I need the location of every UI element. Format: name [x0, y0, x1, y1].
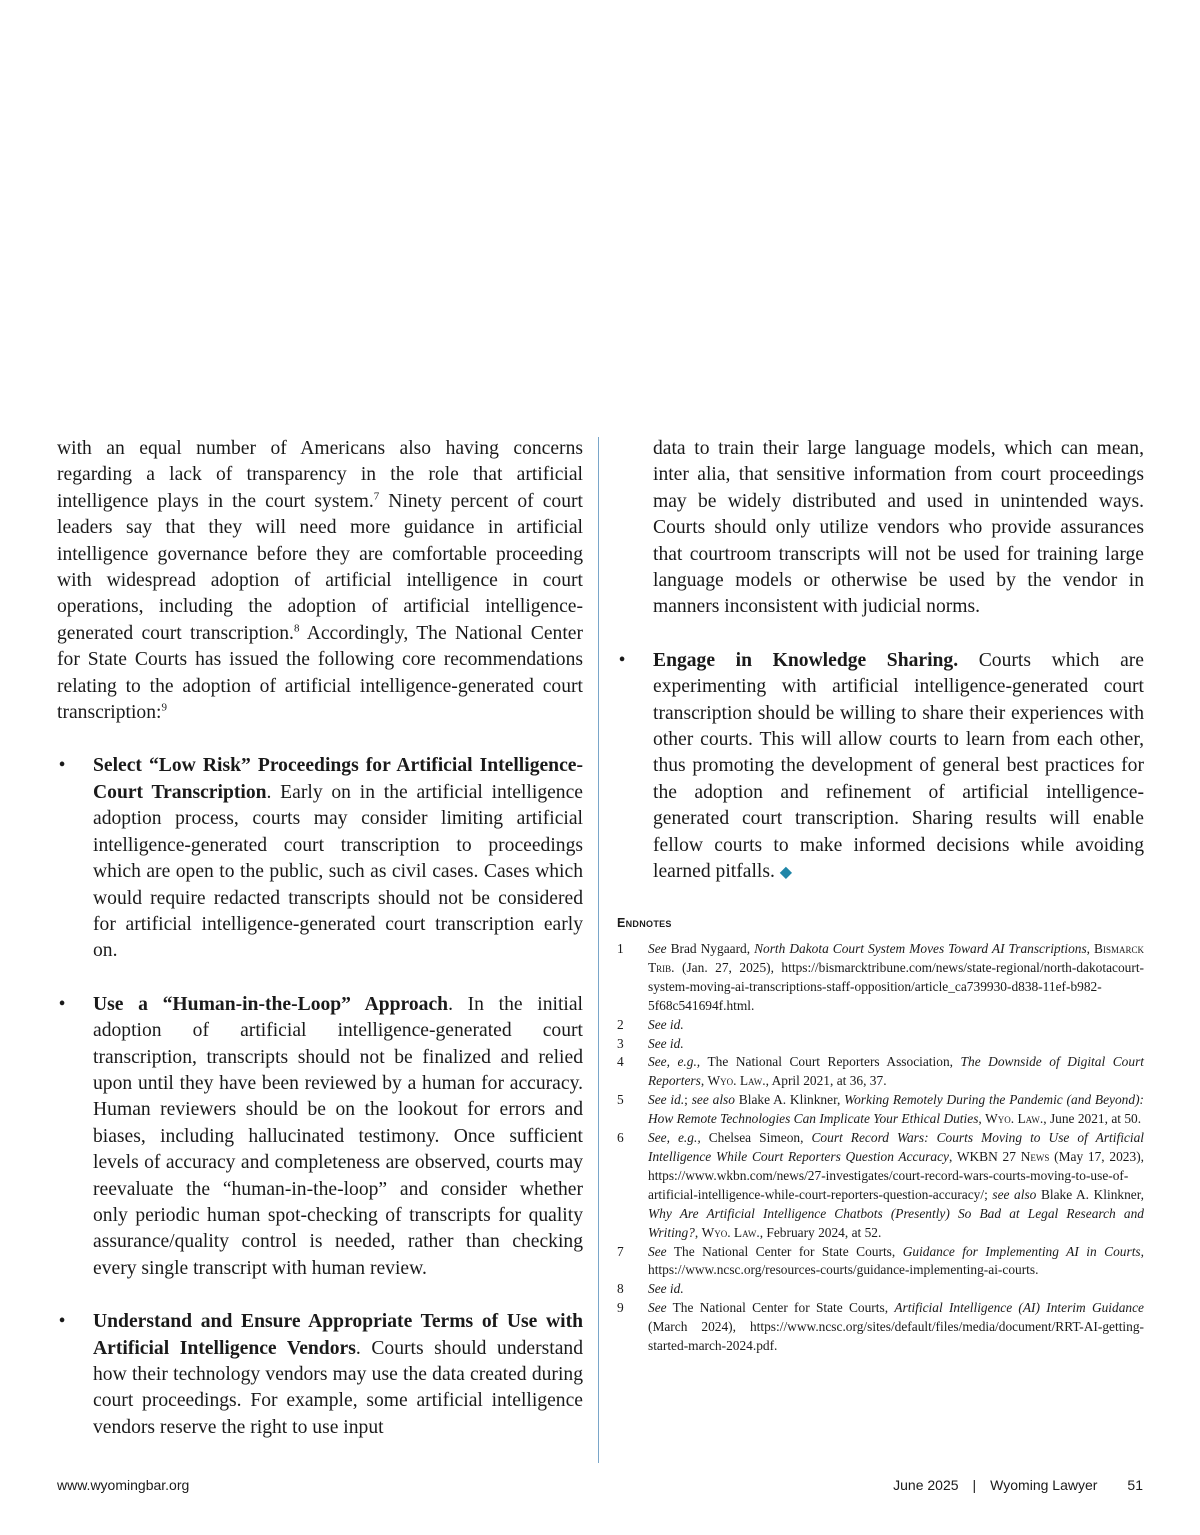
endnote-number: 3 [617, 1035, 624, 1051]
endnote-link[interactable]: (March 2024), https://www.ncsc.org/sites/default/files/media/document/RRT-AI-getting-started-march-2024.pdf. [648, 1319, 1144, 1354]
endnote-number: 9 [617, 1300, 624, 1316]
issue-date: June 2025 [893, 1477, 959, 1493]
recommendation-text: Courts which are experimenting with artificial intelligence-generated court transcription should be willing to share their experiences with other courts. This will allow courts to learn from each other, thus promoting the development of general best practices for the adoption and refinement of artificial intelligence-generated court transcription. Sharing results will enable fellow courts to make informed decisions while avoiding learned pitfalls. [653, 649, 1144, 883]
column-divider [598, 437, 599, 1463]
endnote-number: 5 [617, 1092, 624, 1108]
endnote: 7 See The National Center for State Courts, Guidance for Implementing AI in Courts, https://www.ncsc.org/resources-courts/guidance-implementing-ai-courts. [617, 1243, 1144, 1278]
left-column [57, 436, 583, 1441]
page-footer [57, 1477, 1143, 1497]
publication-name: Wyoming Lawyer [990, 1477, 1098, 1493]
recommendation-heading: Engage in Knowledge Sharing. [653, 649, 959, 671]
endnote-number: 6 [617, 1130, 624, 1146]
endnote-link[interactable]: (Jan. 27, 2025), https://bismarcktribune.com/news/state-regional/north-dakotacourt-system-moving-ai-transcriptions-staff-opposition/article_ca739930-d838-11ef-b982-5f68c541694f.html. [648, 959, 1144, 1013]
recommendation-heading: Understand and Ensure Appropriate Terms of Use with Artificial Intelligence Vendors [93, 1311, 583, 1359]
endnote: 9 See The National Center for State Courts, Artificial Intelligence (AI) Interim Guidance (March 2024), https://www.ncsc.org/sites/default/files/media/document/RRT-AI-getting-started-march-2024.pdf. [617, 1300, 1144, 1354]
recommendation-terms-of-use [57, 1309, 583, 1441]
recommendation-text: . Early on in the artificial intelligence adoption process, courts may consider limiting artificial intelligence-generated court transcription to proceedings which are open to the public, such as civil cases. Cases which would require redacted transcripts should not be considered for artificial intelligence-generated court transcription early on. [93, 781, 583, 962]
endnote-link[interactable]: (May 17, 2023), https://www.wkbn.com/news/27-investigates/court-record-wars-courts-moving-to-use-of-artificial-intelligence-while-court-reporters-question-accuracy/; [648, 1148, 1145, 1202]
endnote-number: 2 [617, 1016, 624, 1032]
footer-publication-info [893, 1477, 1143, 1493]
recommendation-heading: Use a “Human-in-the-Loop” Approach [93, 993, 449, 1015]
recommendation-continuation: data to train their large language models, which can mean, inter alia, that sensitive information from court proceedings may be widely distributed and used in unintended ways. Courts should only utilize vendors who provide assurances that courtroom transcripts will not be used for training large language models or otherwise be used by the vendor in manners inconsistent with judicial norms. [653, 438, 1144, 618]
recommendation-text: . Courts should understand how their technology vendors may use the data created during court proceedings. For example, some artificial intelligence vendors reserve the right to use input [93, 1337, 583, 1438]
recommendation-heading: Select “Low Risk” Proceedings for Artificial Intelligence-Court Transcription [93, 755, 583, 803]
intro-paragraph: with an equal number of Americans also having concerns regarding a lack of transparency in the role that artificial intelligence plays in the court system.$^7$ Ninety percent of court leaders say that they will need more guidance in artificial intelligence governance before they are comfortable proceeding with widespread adoption of artificial intelligence in court operations, including the adoption of artificial intelligence-generated court transcription.$^8$ Accordingly, The National Center for State Courts has issued the following core recommendations relating to the adoption of artificial intelligence-generated court transcription:$^9$ [57, 438, 583, 724]
recommendation-human-in-loop [57, 992, 583, 1282]
endnote-number: 1 [617, 941, 624, 956]
footnote-ref-8[interactable]: 8 [293, 622, 300, 635]
endnote: 3 See id. [617, 1035, 1144, 1054]
endnote: 4 See, e.g., The National Court Reporters Association, The Downside of Digital Court Reporters, Wyo. Law., April 2021, at 36, 37. [617, 1054, 1144, 1089]
bullet-icon: • [58, 993, 66, 1015]
endnote: 1 See Brad Nygaard, North Dakota Court System Moves Toward AI Transcriptions, Bismarck Trib. (Jan. 27, 2025), https://bismarcktribune.com/news/state-regional/north-dakotacourt-system-moving-ai-transcriptions-staff-opposition/article_ca739930-d838-11ef-b982-5f68c541694f.html. [617, 941, 1144, 1013]
recommendation-text: . In the initial adoption of artificial intelligence-generated court transcription, transcripts should not be finalized and relied upon until they have been reviewed by a human for accuracy. Human reviewers should be on the lookout for errors and biases, including hallucinated testimony. Once sufficient levels of accuracy and completeness are observed, courts may reevaluate the “human-in-the-loop” and consider whether only periodic human spot-checking of transcripts for quality assurance/quality control is needed, rather than checking every single transcript with human review. [93, 993, 583, 1279]
endnote: 2 See id. [617, 1016, 1144, 1035]
endnote: 6 See, e.g., Chelsea Simeon, Court Record Wars: Courts Moving to Use of Artificial Intelligence While Court Reporters Question Accuracy, WKBN 27 News (May 17, 2023), https://www.wkbn.com/news/27-investigates/court-record-wars-courts-moving-to-use-of-artificial-intelligence-while-court-reporters-question-accuracy/; see also Blake A. Klinkner, Why Are Artificial Intelligence Chatbots (Presently) So Bad at Legal Research and Writing?, Wyo. Law., February 2024, at 52. [617, 1130, 1145, 1240]
endnote-number: 4 [617, 1054, 624, 1070]
end-diamond-icon: ◆ [779, 864, 793, 882]
footnote-ref-7[interactable]: 7 [373, 490, 380, 503]
right-column [617, 436, 1144, 887]
endnotes-section [617, 916, 1144, 1356]
footnote-ref-9[interactable]: 9 [161, 701, 167, 714]
endnote-number: 8 [617, 1281, 624, 1297]
website-link[interactable]: www.wyomingbar.org [57, 1477, 190, 1493]
footer-separator: | [972, 1477, 977, 1493]
bullet-icon: • [58, 1311, 66, 1333]
endnotes-heading: Endnotes [617, 916, 672, 930]
bullet-icon: • [58, 755, 66, 777]
endnote: 8 See id. [617, 1280, 1144, 1299]
page-number: 51 [1127, 1477, 1143, 1493]
endnote-link[interactable]: , https://www.ncsc.org/resources-courts/guidance-implementing-ai-courts. [648, 1243, 1144, 1278]
recommendation-knowledge-sharing [617, 648, 1144, 887]
endnote: 5 See id.; see also Blake A. Klinkner, Working Remotely During the Pandemic (and Beyond): How Remote Technologies Can Implicate Your Ethical Duties, Wyo. Law., June 2021, at 50. [617, 1092, 1144, 1127]
recommendation-low-risk [57, 753, 583, 964]
endnote-number: 7 [617, 1243, 624, 1259]
bullet-icon: • [618, 649, 626, 671]
